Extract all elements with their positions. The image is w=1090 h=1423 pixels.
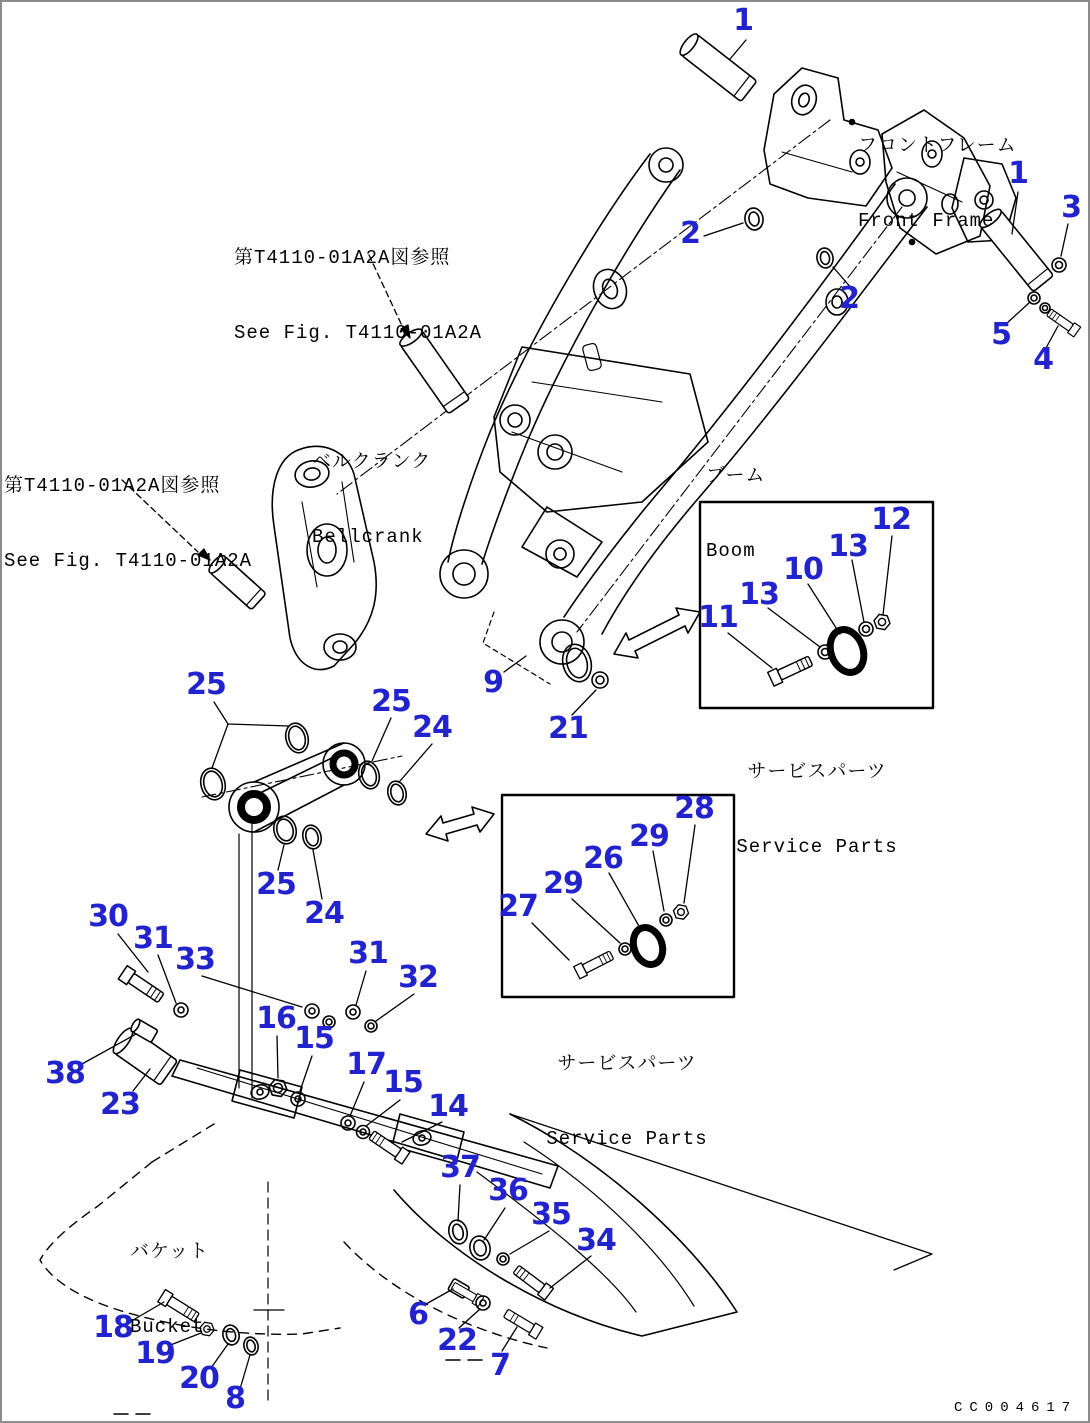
callout-25: 25 [256,867,296,902]
see-fig-note-top [234,196,482,372]
callout-29: 29 [629,819,669,854]
callout-23: 23 [100,1087,140,1122]
callout-28: 28 [674,791,714,826]
callout-13: 13 [739,577,779,612]
callout-8: 8 [225,1381,245,1416]
callout-36: 36 [488,1173,528,1208]
drawing-code: CC004617 [954,1400,1078,1416]
callout-24: 24 [412,710,452,745]
service-parts-label-center [502,1002,752,1178]
callout-3: 3 [1061,190,1081,225]
bucket-label-jp: バケット [130,1241,210,1264]
front-frame-label-jp: フロントフレーム [858,135,1017,158]
callout-14: 14 [428,1089,468,1124]
bucket-label-en: Bucket [130,1316,205,1339]
callout-33: 33 [175,942,215,977]
callout-5: 5 [991,317,1011,352]
boom-label-en: Boom [706,540,756,563]
callout-34: 34 [576,1223,616,1258]
callout-15: 15 [383,1065,423,1100]
callout-30: 30 [88,899,128,934]
callout-31: 31 [133,921,173,956]
callout-25: 25 [186,667,226,702]
boom-label [706,414,765,590]
callout-15: 15 [294,1021,334,1056]
callout-7: 7 [490,1348,510,1383]
callout-37: 37 [440,1150,480,1185]
callout-17: 17 [346,1047,386,1082]
service-parts-label-right [702,710,932,886]
callout-31: 31 [348,936,388,971]
callout-9: 9 [483,665,503,700]
callout-6: 6 [408,1297,428,1332]
bellcrank-label-jp: ベルクランク [312,451,432,474]
bellcrank-label-en: Bellcrank [312,526,424,549]
service-parts-label-center-en: Service Parts [546,1128,708,1151]
front-frame-label [858,84,1017,260]
callout-10: 10 [783,552,823,587]
front-frame-label-en: Front Frame [858,210,995,233]
see-fig-note-left-en: See Fig. T4110-01A2A [4,550,253,573]
callout-16: 16 [256,1001,296,1036]
callout-24: 24 [304,896,344,931]
bellcrank-label [312,400,431,576]
callout-12: 12 [871,502,911,537]
callout-13: 13 [828,529,868,564]
callout-4: 4 [1033,342,1053,377]
see-fig-note-left-jp: 第T4110-01A2A図参照 [4,475,221,498]
callout-2: 2 [839,281,859,316]
callout-21: 21 [548,711,588,746]
service-parts-label-right-jp: サービスパーツ [747,761,887,784]
callout-19: 19 [135,1336,175,1371]
callout-27: 27 [498,889,538,924]
callout-22: 22 [437,1323,477,1358]
callout-29: 29 [543,866,583,901]
service-parts-label-center-jp: サービスパーツ [557,1053,697,1076]
callout-38: 38 [45,1056,85,1091]
callout-26: 26 [583,841,623,876]
callout-1: 1 [1008,156,1028,191]
boom-label-jp: ブーム [706,465,766,488]
seal-rings-drawing [483,207,835,688]
see-fig-note-top-en: See Fig. T4110-01A2A [234,322,483,345]
callout-32: 32 [398,960,438,995]
see-fig-note-top-jp: 第T4110-01A2A図参照 [234,247,451,270]
callout-18: 18 [93,1310,133,1345]
callout-1: 1 [733,3,753,38]
service-parts-label-right-en: Service Parts [736,836,898,859]
callout-25: 25 [371,684,411,719]
see-fig-note-left [4,424,252,600]
callout-20: 20 [179,1361,219,1396]
callout-11: 11 [698,600,738,635]
callout-35: 35 [531,1197,571,1232]
callout-2: 2 [680,216,700,251]
